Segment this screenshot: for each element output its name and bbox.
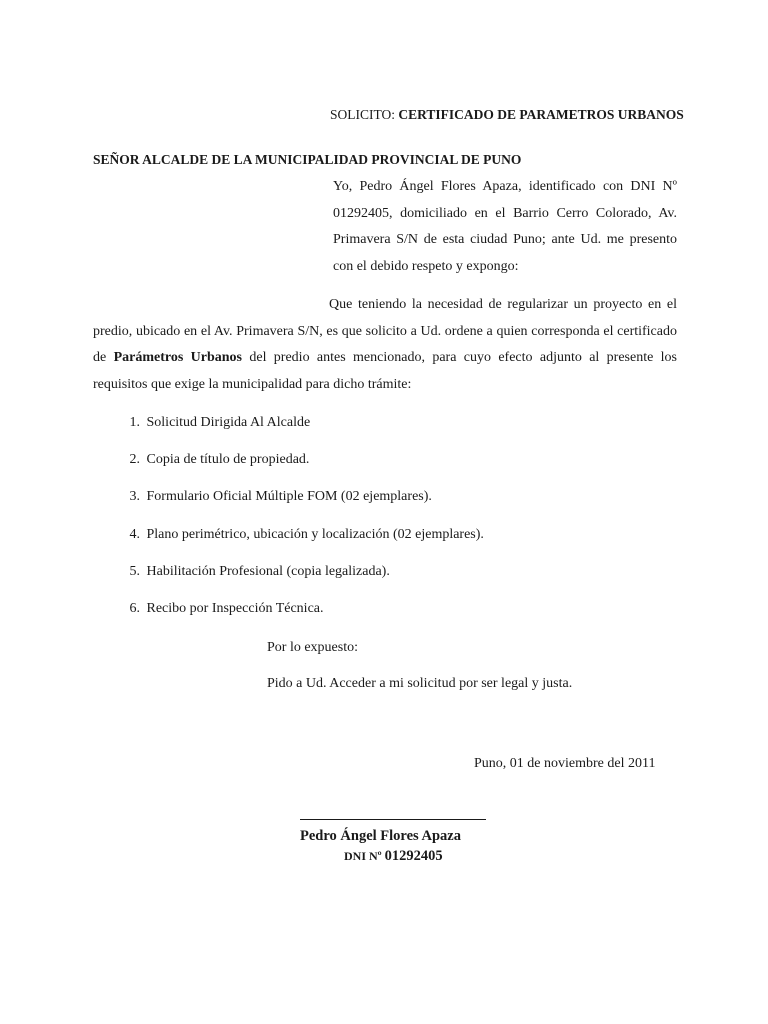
body-text-part2: del predio antes mencionado, para cuyo efecto adjunto al presente los requisitos que exige la municipalidad para dicho trámite: [93, 350, 678, 392]
subject-title: CERTIFICADO DE PARAMETROS URBANOS [398, 107, 684, 122]
list-item [93, 524, 484, 561]
list-item-text: Habilitación Profesional (copia legalizada). [146, 563, 390, 579]
list-item [93, 449, 484, 486]
list-item-number: 5. [129, 563, 140, 579]
subject-label: SOLICITO: [330, 107, 396, 122]
addressee: SEÑOR ALCALDE DE LA MUNICIPALIDAD PROVINCIAL DE PUNO [93, 152, 522, 167]
list-item-text: Plano perimétrico, ubicación y localización (02 ejemplares). [146, 526, 484, 542]
requirements-list [93, 412, 484, 635]
body-text-part1: Que teniendo la necesidad de regularizar un proyecto en el predio, ubicado en el Av. Primavera S/N, es que solicito a Ud. ordene a quien corresponda el certificado de [93, 297, 677, 365]
dni-label: DNI Nº [344, 849, 382, 863]
list-item [93, 412, 484, 449]
body-paragraph [93, 292, 677, 398]
closing-line-1: Por lo expuesto: [267, 640, 358, 655]
list-item [93, 561, 484, 598]
signatory-dni [344, 848, 443, 865]
subject-line [330, 107, 684, 123]
list-item-text: Solicitud Dirigida Al Alcalde [146, 415, 311, 430]
list-item [93, 486, 484, 523]
list-item-number: 6. [129, 600, 140, 616]
intro-paragraph: Yo, Pedro Ángel Flores Apaza, identificado con DNI Nº 01292405, domiciliado en el Barrio Cerro Colorado, Av. Primavera S/N de esta ciudad Puno; ante Ud. me presento con el debido respeto y expongo: [333, 179, 677, 274]
date-line: Puno, 01 de noviembre del 2011 [474, 756, 656, 771]
body-text-bold: Parámetros Urbanos [113, 350, 242, 365]
list-item-number: 3. [129, 489, 140, 505]
list-item-number: 2. [129, 452, 140, 468]
list-item-number: 1. [129, 415, 140, 430]
closing-line-2: Pido a Ud. Acceder a mi solicitud por ser legal y justa. [267, 676, 573, 691]
list-item-text: Formulario Oficial Múltiple FOM (02 ejemplares). [146, 489, 432, 505]
list-item-text: Recibo por Inspección Técnica. [146, 600, 324, 616]
signature-line [300, 819, 486, 820]
list-item-number: 4. [129, 526, 140, 542]
list-item-text: Copia de título de propiedad. [146, 452, 310, 468]
dni-number: 01292405 [384, 848, 443, 864]
signatory-name: Pedro Ángel Flores Apaza [300, 828, 461, 844]
list-item [93, 598, 484, 635]
